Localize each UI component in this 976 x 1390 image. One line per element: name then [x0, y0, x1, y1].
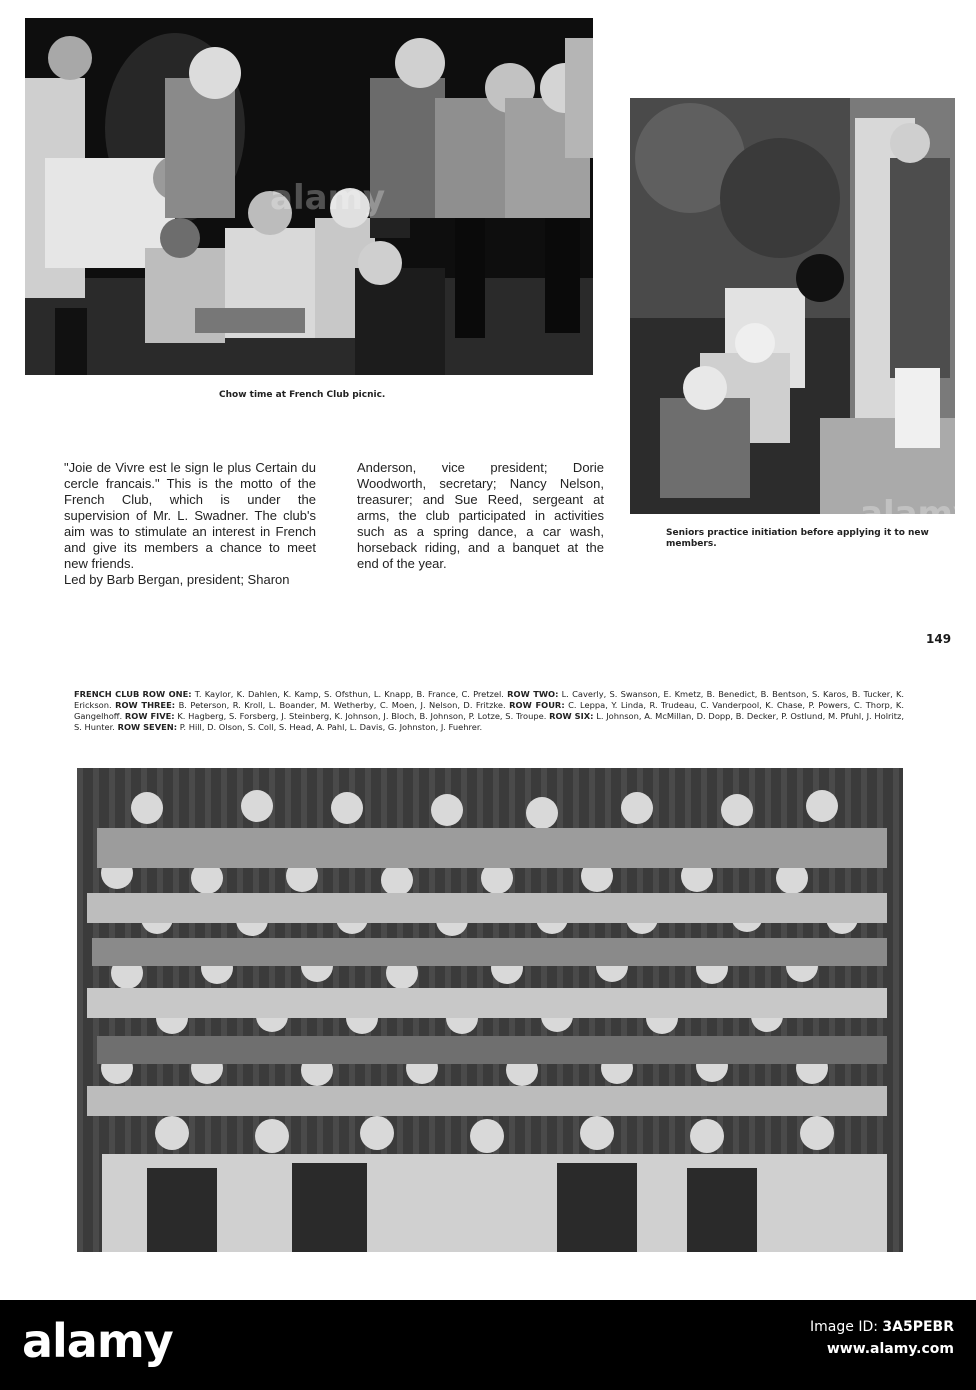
group-photo-image: [77, 768, 903, 1252]
watermark: alamy: [270, 178, 386, 218]
roster-row-label: ROW TWO:: [507, 689, 559, 699]
page-number: 149: [926, 632, 952, 646]
article-column-1: [64, 460, 316, 588]
article-paragraph: "Joie de Vivre est le sign le plus Certain du cercle francais." This is the motto of the French Club, which is under the supervision of Mr. L. Swadner. The club's aim was to stimulate an interest in French and give its members a chance to meet new friends.: [64, 460, 316, 571]
roster-row-names: L. Caverly, S. Swanson, E. Kmetz, B. Benedict, B. Bentson, S. Karos, B. Tucker, K. Erickson.: [74, 689, 905, 710]
roster-row-label: ROW THREE:: [115, 700, 176, 710]
stock-footer: [0, 1300, 976, 1390]
stock-url: www.alamy.com: [826, 1341, 954, 1357]
image-id-label: Image ID:: [810, 1319, 878, 1335]
article-paragraph: Led by Barb Bergan, president; Sharon: [64, 572, 290, 587]
picnic-caption: Chow time at French Club picnic.: [219, 390, 386, 400]
roster-row-label: ROW SEVEN:: [117, 722, 178, 732]
initiation-photo-image: [630, 98, 955, 514]
image-id-value: 3A5PEBR: [882, 1319, 954, 1335]
stock-logo: alamy: [22, 1314, 173, 1368]
initiation-caption: Seniors practice initiation before applying it to new members.: [666, 528, 929, 549]
image-id-line: [810, 1316, 954, 1338]
stock-info: [810, 1316, 954, 1360]
roster-row-names: L. Johnson, A. McMillan, D. Dopp, B. Decker, P. Ostlund, M. Pfuhl, J. Holritz, S. Hunter.: [74, 711, 904, 732]
roster-row-label: ROW ONE:: [142, 689, 192, 699]
roster-row-names: B. Peterson, R. Kroll, L. Boander, M. Wetherby, C. Moen, J. Nelson, D. Fritzke.: [178, 700, 506, 710]
picnic-photo: [25, 18, 593, 375]
roster-row-names: C. Leppa, Y. Linda, R. Trudeau, C. Vanderpool, K. Chase, P. Powers, C. Thorp, K. Gangelhoff.: [74, 700, 905, 721]
group-photo: [77, 768, 903, 1252]
article-column-2: [357, 460, 604, 572]
roster-row-names: K. Hagberg, S. Forsberg, J. Steinberg, K. Johnson, J. Bloch, B. Johnson, P. Lotze, S. Troupe.: [177, 711, 547, 721]
roster-row-names: P. Hill, D. Olson, S. Coll, S. Head, A. Pahl, L. Davis, G. Johnston, J. Fuehrer.: [179, 722, 483, 732]
watermark: alamy: [860, 494, 976, 534]
roster-club-name: FRENCH CLUB: [74, 689, 140, 699]
article-paragraph: Anderson, vice president; Dorie Woodworth, secretary; Nancy Nelson, treasurer; and Sue Reed, sergeant at arms, the club participated in activities such as a spring dance, a car wash, horseback riding, and a banquet at the end of the year.: [357, 460, 604, 571]
roster-row-label: ROW FIVE:: [124, 711, 175, 721]
initiation-photo: [630, 98, 976, 534]
picnic-photo-image: [25, 18, 593, 375]
roster-row-label: ROW FOUR:: [509, 700, 565, 710]
club-roster: [74, 689, 904, 733]
roster-row-names: T. Kaylor, K. Dahlen, K. Kamp, S. Ofsthun, L. Knapp, B. France, C. Pretzel.: [194, 689, 504, 699]
roster-row-label: ROW SIX:: [549, 711, 594, 721]
